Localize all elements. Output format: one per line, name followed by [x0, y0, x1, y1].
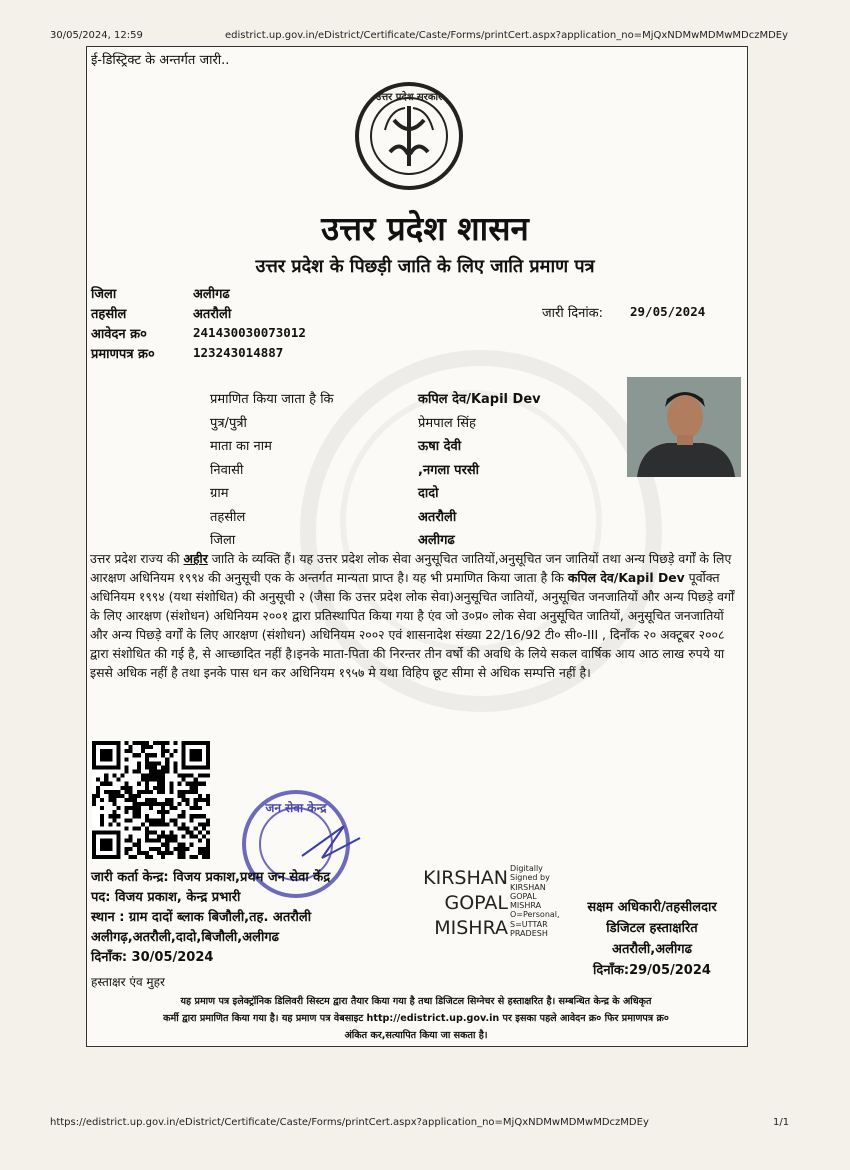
print-page-count: 1/1 — [773, 1117, 790, 1128]
residence: ,नगला परसी — [418, 462, 480, 478]
applicant-photo — [627, 377, 741, 477]
detail-label: निवासी — [210, 462, 244, 478]
authority-digital: डिजिटल हस्ताक्षरित — [606, 921, 698, 936]
qr-code — [92, 741, 210, 859]
body-applicant-name: कपिल देव/Kapil Dev — [567, 570, 685, 585]
print-url-top: edistrict.up.gov.in/eDistrict/Certificate/Caste/Forms/printCert.aspx?application_no=MjQxNDMwMDMwMDczMDEy — [225, 30, 789, 41]
signer-name: KIRSHAN GOPAL MISHRA — [423, 867, 508, 939]
detail-label: प्रमाणित किया जाता है कि — [210, 392, 334, 407]
tehsil-detail: अतरौली — [418, 509, 457, 525]
issuer-post: पद: विजय प्रकाश, केन्द्र प्रभारी — [91, 890, 241, 905]
emblem-text: उत्तर प्रदेश सरकार — [375, 92, 443, 103]
stamp-text: जन सेवा केन्द्र — [265, 801, 327, 815]
details-values — [418, 388, 541, 553]
authority-place: अतरौली,अलीगढ — [612, 942, 692, 957]
issuer-block — [91, 868, 330, 968]
caste-name: अहीर — [183, 551, 208, 566]
certificate-no-label: प्रमाणपत्र क्र० — [91, 347, 155, 362]
certificate-subtitle: उत्तर प्रदेश के पिछड़ी जाति के लिए जाति प्रमाण पत्र — [255, 256, 595, 277]
seal-note: हस्ताक्षर एंव मुहर — [91, 975, 165, 989]
issue-date-label: जारी दिनांक: — [542, 306, 604, 321]
authority-designation: सक्षम अधिकारी/तहसीलदार — [587, 900, 717, 915]
district-value: अलीगढ — [193, 287, 230, 302]
top-note: ई-डिस्ट्रिक्ट के अन्तर्गत जारी.. — [91, 53, 230, 68]
mother-name: ऊषा देवी — [418, 439, 462, 454]
village: दादो — [418, 486, 439, 501]
emblem-icon — [350, 80, 468, 192]
tehsil-label: तहसील — [91, 307, 127, 322]
details-labels — [210, 388, 334, 553]
issuer-place-2: अलीगढ़,अतरौली,दादो,बिजौली,अलीगढ — [91, 930, 279, 945]
issue-date-value: 29/05/2024 — [630, 304, 706, 319]
authority-date: दिनाँक:29/05/2024 — [593, 963, 711, 978]
district-label: जिला — [91, 287, 117, 302]
detail-label: तहसील — [210, 509, 246, 525]
detail-label: माता का नाम — [210, 439, 272, 454]
certificate-body: उत्तर प्रदेश राज्य की अहीर जाति के व्यक्ति हैं। यह उत्तर प्रदेश लोक सेवा अनुसूचित जातियों,अनुसूचित जन जातियों तथा अन्य पिछड़े वर्गों के लिए आरक्षण अधिनियम १९९४ की अनुसूची एक के अन्तर्गत मान्यता प्राप्त है। यह भी प्रमाणित किया जाता है कि कपिल देव/Kapil Dev पूर्वोक्त अधिनियम १९९४ (यथा संशोधित) की अनुसूची २ (जैसा कि उत्तर प्रदेश लोक सेवा)अनुसूचित जातियों, अनुसूचित जनजातियों और अन्य पिछड़े वर्गों के लिए आरक्षण (संशोधन) अधिनियम २००१ द्वारा प्रतिस्थापित किया गया है एंव जो उ०प्र० लोक सेवा अनुसूचित जातियों, अनुसूचित जनजातियों और अन्य पिछड़े वर्गों के लिए आरक्षण (संशोधन) अधिनियम २००२ एवं शासनादेश संख्या 22/16/92 टी० सी०-III , दिनाँक २० अक्टूबर २००८ द्वारा संशोधित की गई है, से आच्छादित नहीं है।इनके माता-पिता की निरन्तर तीन वर्षो की अवधि के लिये सकल वार्षिक आय आठ लाख रुपये या इससे अधिक नहीं है तथा इनके पास धन कर अधिनियम १९५७ मे यथा विहिप छूट सीमा से अधिक सम्पत्ति नहीं है। — [90, 551, 735, 680]
issuer-date: दिनाँक: 30/05/2024 — [91, 950, 214, 965]
authority-block — [560, 897, 744, 981]
footer-note: यह प्रमाण पत्र इलेक्ट्रॉनिक डिलिवरी सिस्टम द्वारा तैयार किया गया है तथा डिजिटल सिग्नेचर से हस्ताक्षरित है। सम्बन्धित केन्द्र के अधिकृत कर्मी द्वारा प्रमाणित किया गया है। यह प्रमाण पत्र वेबसाइट http://edistrict.up.gov.in पर इसका पहले आवेदन क्र० फिर प्रमाणपत्र क्र० अंकित कर,सत्यापित किया जा सकता है। — [163, 996, 669, 1041]
tehsil-value: अतरौली — [193, 307, 232, 322]
print-timestamp: 30/05/2024, 12:59 — [50, 30, 143, 41]
up-emblem — [350, 80, 468, 192]
qr-code-icon — [92, 741, 210, 859]
issuer-place: स्थान : ग्राम दादों ब्लाक बिजौली,तह. अतरौली — [91, 910, 312, 925]
father-name: प्रेमपाल सिंह — [418, 415, 476, 431]
application-no-label: आवेदन क्र० — [91, 327, 147, 342]
detail-label: पुत्र/पुत्री — [210, 415, 247, 431]
detail-label: जिला — [210, 533, 236, 548]
application-no-value: 241430030073012 — [193, 325, 306, 340]
print-url-bottom: https://edistrict.up.gov.in/eDistrict/Certificate/Caste/Forms/printCert.aspx?application_no=MjQxNDMwMDMwMDczMDEy — [50, 1117, 649, 1128]
applicant-name: कपिल देव/Kapil Dev — [418, 392, 541, 407]
issuer-center: जारी कर्ता केन्द्र: विजय प्रकाश,प्रथम जन सेवा केंद्र — [91, 870, 331, 885]
district-detail: अलीगढ — [418, 533, 455, 548]
digital-sign-details: Digitally Signed by KIRSHAN GOPAL MISHRA O=Personal, S=UTTAR PRADESH — [510, 864, 560, 939]
detail-label: ग्राम — [210, 486, 229, 501]
certificate-no-value: 123243014887 — [193, 345, 284, 360]
certificate-title: उत्तर प्रदेश शासन — [321, 209, 529, 248]
